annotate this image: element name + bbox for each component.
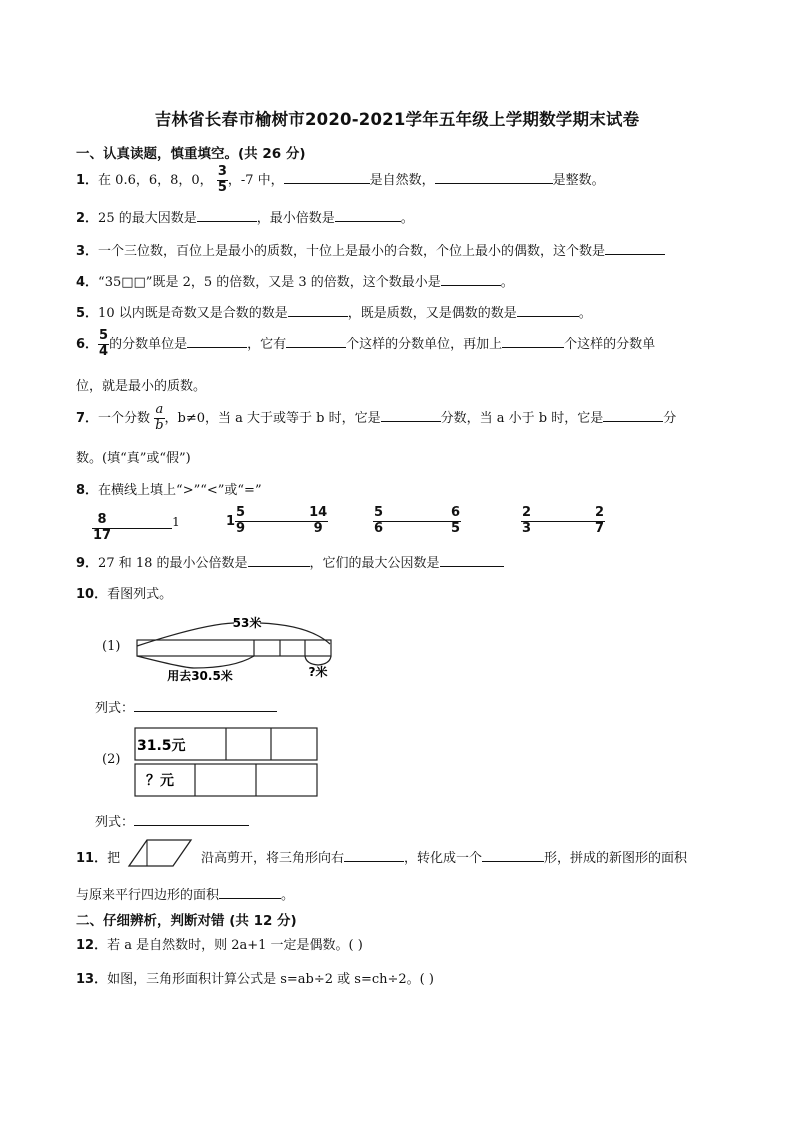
fraction <box>373 506 384 537</box>
q4-text: 。 <box>500 275 514 290</box>
frac-num: 5 <box>374 505 384 521</box>
question-number: 5． <box>76 306 99 321</box>
q11-text: 。 <box>281 888 295 903</box>
unknown-length-label: ?米 <box>308 665 328 679</box>
question-1 <box>76 165 605 195</box>
q7-text: 分数，当 a 小于 b 时，它是 <box>440 411 604 426</box>
answer-blank[interactable] <box>248 552 310 567</box>
answer-blank[interactable] <box>335 207 401 222</box>
frac-num: 3 <box>217 164 227 179</box>
frac-den: 9 <box>308 521 328 537</box>
q10-part2-label: (2) <box>102 752 121 767</box>
question-3 <box>76 240 665 259</box>
fraction <box>235 506 246 537</box>
question-number: 11． <box>76 851 108 866</box>
q7-text: 分 <box>663 411 677 426</box>
q2-text: 25 的最大因数是 <box>98 211 197 226</box>
q1-mid2: 是自然数， <box>369 172 435 188</box>
frac-num: 6 <box>451 505 461 521</box>
question-8 <box>76 479 262 498</box>
total-brace-left <box>137 623 234 646</box>
q6-text: 个这样的分数单位，再加上 <box>346 337 503 352</box>
answer-blank[interactable] <box>502 333 564 348</box>
frac-den: 5 <box>217 179 227 195</box>
bottom-bar-value: ？元 <box>146 773 174 789</box>
total-length-label: 53米 <box>232 616 262 630</box>
answer-blank[interactable] <box>482 847 544 862</box>
question-11-cont <box>201 847 687 866</box>
answer-blank[interactable] <box>381 407 441 422</box>
answer-blank[interactable] <box>603 407 663 422</box>
answer-blank[interactable] <box>344 847 404 862</box>
q8-text: 在横线上填上“>”“<”或“=” <box>98 483 262 498</box>
frac-num: 5 <box>236 505 246 521</box>
question-number: 10． <box>76 587 108 602</box>
q1-mid: ，-7 中， <box>227 172 284 188</box>
q11-text: 把 <box>107 851 121 866</box>
fraction <box>450 506 461 537</box>
answer-blank[interactable] <box>517 302 579 317</box>
q11-text: ，转化成一个 <box>404 851 483 866</box>
fraction <box>521 506 532 537</box>
q10-part2-formula <box>95 811 249 830</box>
section-1-heading: 一、认真读题，慎重填空。(共 26 分) <box>76 146 306 162</box>
q7-line2: 数。(填“真”或“假”) <box>76 451 191 466</box>
section-2-heading: 二、仔细辨析，判断对错 (共 12 分) <box>76 913 297 929</box>
q11-line2 <box>76 884 294 903</box>
answer-blank[interactable] <box>134 811 249 826</box>
frac-num: 2 <box>595 505 605 521</box>
question-number: 12． <box>76 938 108 953</box>
answer-blank[interactable] <box>435 169 553 184</box>
frac-den: 3 <box>522 521 532 536</box>
compare-item-2 <box>226 503 328 541</box>
q2-text: 。 <box>400 211 414 226</box>
fraction-3-5 <box>217 165 228 196</box>
question-2 <box>76 207 414 226</box>
frac-num: 5 <box>99 328 109 344</box>
frac-num: a <box>155 402 164 418</box>
question-number: 6． <box>76 337 99 352</box>
used-length-label: 用去30.5米 <box>167 669 233 683</box>
fraction-a-b <box>154 403 164 434</box>
q11-text: 沿高剪开，将三角形向右 <box>201 851 345 866</box>
fraction-5-4 <box>98 329 109 360</box>
fraction <box>594 506 605 537</box>
q9-text: 27 和 18 的最小公倍数是 <box>98 556 248 571</box>
answer-blank[interactable] <box>187 333 247 348</box>
q10-part1-label: (1) <box>102 639 121 654</box>
answer-blank[interactable] <box>286 333 346 348</box>
q10-part1-formula <box>95 697 277 716</box>
question-5 <box>76 302 592 321</box>
q13-text: 如图，三角形面积计算公式是 s=ab÷2 或 s=ch÷2。( ) <box>107 972 434 987</box>
answer-blank[interactable] <box>605 240 665 255</box>
q9-text: ，它们的最大公因数是 <box>309 556 440 571</box>
frac-den: 17 <box>93 528 112 543</box>
answer-blank[interactable] <box>288 302 348 317</box>
answer-blank[interactable] <box>284 169 370 184</box>
compare-item-1 <box>92 503 180 541</box>
total-brace-right <box>260 623 330 644</box>
q1-text: 在 0.6，6，8，0， <box>98 172 213 188</box>
fraction <box>92 513 112 544</box>
question-12 <box>76 934 363 953</box>
answer-blank[interactable] <box>441 271 501 286</box>
compare-blank[interactable] <box>532 521 594 522</box>
q5-text: 10 以内既是奇数又是合数的数是 <box>98 306 288 321</box>
answer-blank[interactable] <box>219 884 281 899</box>
line-segment-diagram <box>134 610 346 692</box>
question-10 <box>76 583 172 602</box>
compare-blank[interactable] <box>384 521 450 522</box>
compare-right: 1 <box>172 515 180 529</box>
page-title: 吉林省长春市榆树市2020-2021学年五年级上学期数学期末试卷 <box>154 110 640 129</box>
question-number: 4． <box>76 275 99 290</box>
question-number: 8． <box>76 483 99 498</box>
compare-blank[interactable] <box>246 521 308 522</box>
q6-text: 的分数单位是 <box>109 337 188 352</box>
question-13 <box>76 968 434 987</box>
q12-text: 若 a 是自然数时，则 2a+1 一定是偶数。( ) <box>107 938 363 953</box>
answer-blank[interactable] <box>440 552 504 567</box>
whole-number: 1 <box>226 514 236 529</box>
frac-den: 4 <box>99 344 109 359</box>
compare-item-3 <box>373 503 461 541</box>
q11-text: 形，拼成的新图形的面积 <box>544 851 688 866</box>
question-number: 13． <box>76 972 108 987</box>
q6-text: 个这样的分数单 <box>564 337 656 352</box>
compare-item-4 <box>521 503 605 541</box>
frac-den: 7 <box>595 521 605 536</box>
q7-text: 一个分数 <box>98 411 151 426</box>
q7-text: ，b≠0，当 a 大于或等于 b 时，它是 <box>164 411 381 426</box>
segment-bar <box>137 640 331 656</box>
q5-text: ，既是质数，又是偶数的数是 <box>347 306 517 321</box>
question-number: 7． <box>76 411 99 426</box>
q3-text: 一个三位数，百位上是最小的质数，十位上是最小的合数，个位上最小的偶数，这个数是 <box>98 244 606 259</box>
q6-text: ，它有 <box>247 337 287 352</box>
answer-blank[interactable] <box>197 207 257 222</box>
frac-num: 14 <box>309 505 328 521</box>
frac-den: 5 <box>451 521 461 536</box>
frac-num: 2 <box>522 505 532 521</box>
formula-label: 列式： <box>95 815 135 830</box>
fraction <box>308 506 328 537</box>
question-number: 2． <box>76 211 99 226</box>
formula-label: 列式： <box>95 701 135 716</box>
parallelogram-icon <box>127 836 195 870</box>
top-bar-value: 31.5元 <box>137 738 186 754</box>
question-number: 1． <box>76 172 99 188</box>
q4-text: “35□□”既是 2，5 的倍数，又是 3 的倍数，这个数最小是 <box>98 275 441 290</box>
question-4 <box>76 271 514 290</box>
question-9 <box>76 552 504 571</box>
q5-text: 。 <box>578 306 592 321</box>
frac-den: 6 <box>374 521 384 536</box>
question-11 <box>76 847 120 866</box>
q11-text: 与原来平行四边形的面积 <box>76 888 220 903</box>
used-brace <box>137 656 254 668</box>
q1-end: 是整数。 <box>552 172 605 188</box>
question-7 <box>76 402 676 436</box>
q2-text: ，最小倍数是 <box>256 211 335 226</box>
frac-num: 8 <box>97 512 107 528</box>
frac-den: b <box>155 418 164 433</box>
bar-model-diagram <box>134 726 320 798</box>
answer-blank[interactable] <box>134 697 277 712</box>
q6-line2: 位，就是最小的质数。 <box>76 379 207 394</box>
q10-text: 看图列式。 <box>107 587 173 602</box>
unknown-brace <box>305 656 331 665</box>
question-number: 3． <box>76 244 99 259</box>
question-number: 9． <box>76 556 99 571</box>
frac-den: 9 <box>236 521 246 536</box>
compare-blank[interactable] <box>112 528 172 529</box>
question-6 <box>76 328 655 362</box>
